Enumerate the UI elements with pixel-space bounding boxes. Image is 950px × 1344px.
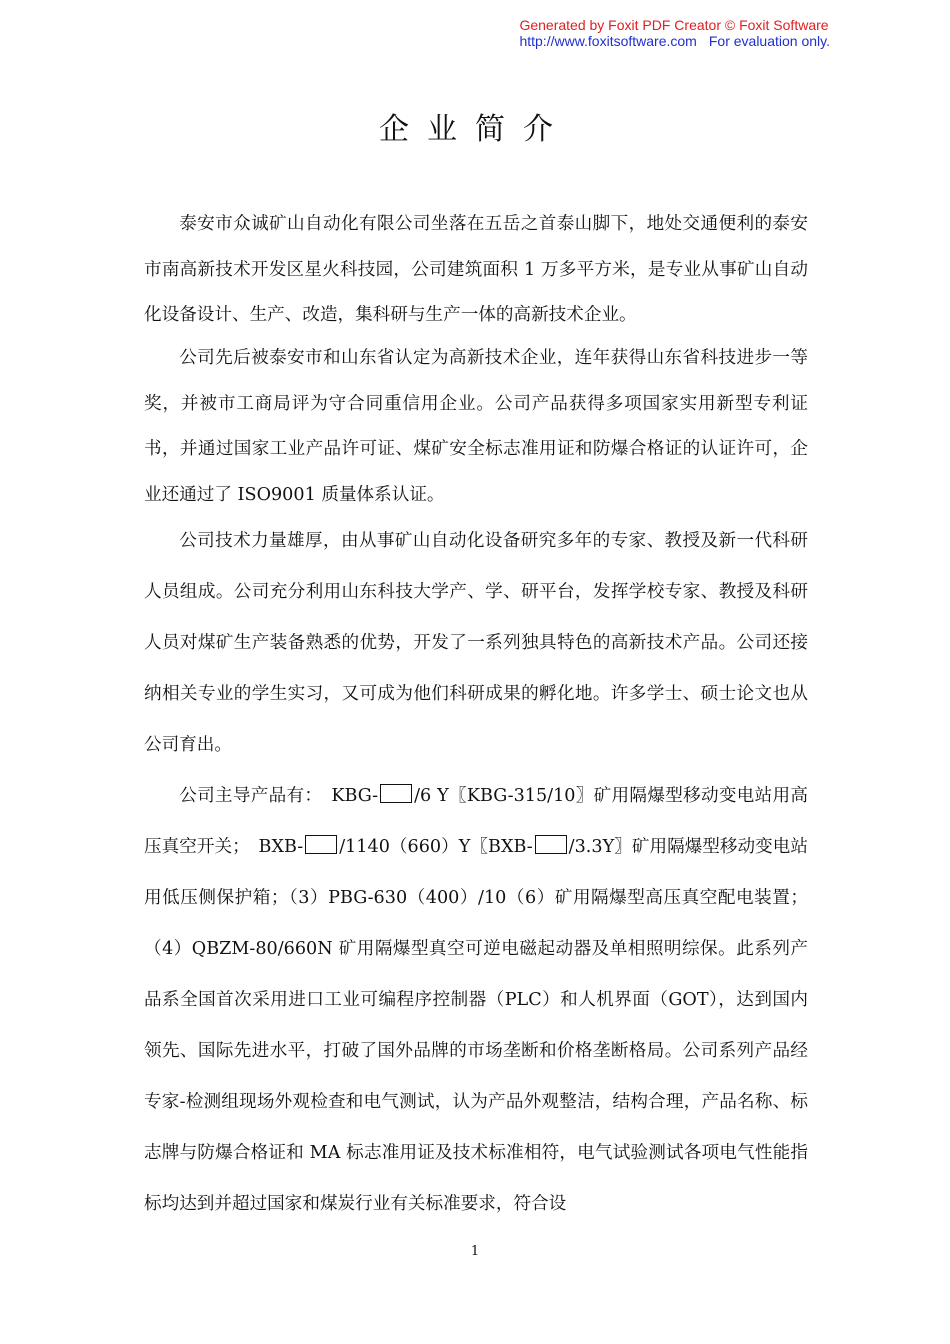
paragraph-3: 公司技术力量雄厚，由从事矿山自动化设备研究多年的专家、教授及新一代科研人员组成。公司充分利用山东科技大学产、学、研平台，发挥学校专家、教授及科研人员对煤矿生产装备熟悉的优势，开发了一系列独具特色的高新技术产品。公司还接纳相关专业的学生实习，又可成为他们科研成果的孵化地。许多学士、硕士论文也从公司育出。 xyxy=(144,531,808,755)
paragraph-4 xyxy=(144,771,808,1230)
blank-field-box xyxy=(380,784,412,803)
paragraph-4-part-3: /1140（660）Y〖BXB- xyxy=(339,837,533,857)
paragraph-4-part-2: /6 Y〖KBG-315/10〗矿用隔爆型移动变电站用高压真空开关； BXB- xyxy=(144,786,808,857)
paragraph-1: 泰安市众诚矿山自动化有限公司坐落在五岳之首泰山脚下，地处交通便利的泰安市南高新技术开发区星火科技园，公司建筑面积 1 万多平方米，是专业从事矿山自动化设备设计、生产、改造，集科研与生产一体的高新技术企业。 xyxy=(144,214,808,325)
document-title: 企业简介 xyxy=(379,112,571,147)
blank-field-box xyxy=(305,835,337,854)
watermark-line1: Generated by Foxit PDF Creator © Foxit Software xyxy=(519,17,829,33)
paragraph-4-part-1: 公司主导产品有： KBG- xyxy=(179,786,379,806)
foxit-watermark xyxy=(519,17,830,49)
watermark-note: For evaluation only. xyxy=(708,33,830,49)
paragraph-4-part-4: /3.3Y〗矿用隔爆型移动变电站用低压侧保护箱；（3）PBG-630（400）/10（6）矿用隔爆型高压真空配电装置；（4）QBZM-80/660N 矿用隔爆型真空可逆电磁起动器及单相照明综保。此系列产品系全国首次采用进口工业可编程序控制器（PLC）和人机界面（GOT），达到国内领先、国际先进水平，打破了国外品牌的市场垄断和价格垄断格局。公司系列产品经专家-检测组现场外观检查和电气测试，认为产品外观整洁，结构合理，产品名称、标志牌与防爆合格证和 MA 标志准用证及技术标准相符，电气试验测试各项电气性能指标均达到并超过国家和煤炭行业有关标准要求，符合设 xyxy=(144,837,808,1214)
watermark-line2 xyxy=(519,33,830,49)
page-number: 1 xyxy=(470,1244,480,1259)
watermark-url: http://www.foxitsoftware.com xyxy=(519,33,697,49)
paragraph-2: 公司先后被泰安市和山东省认定为高新技术企业，连年获得山东省科技进步一等奖，并被市工商局评为守合同重信用企业。公司产品获得多项国家实用新型专利证书，并通过国家工业产品许可证、煤矿安全标志准用证和防爆合格证的认证许可，企业还通过了 ISO9001 质量体系认证。 xyxy=(144,348,808,505)
blank-field-box xyxy=(535,835,567,854)
